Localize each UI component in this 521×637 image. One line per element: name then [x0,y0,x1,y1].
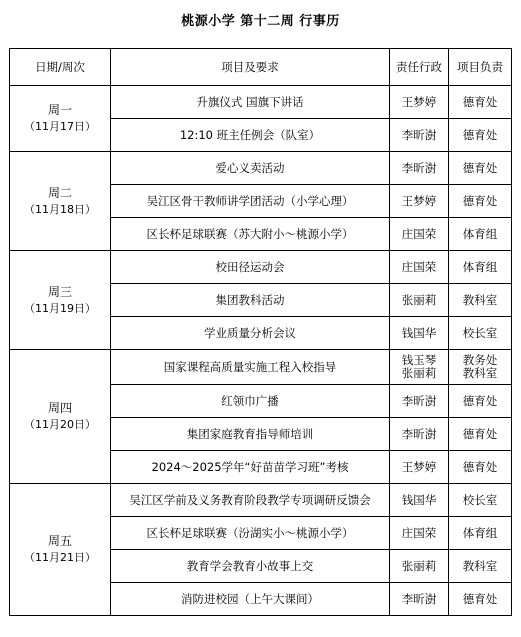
admin-cell [390,119,449,152]
header-date-week: 日期/周次 [10,49,111,86]
table-row [10,251,512,284]
admin-name: 王梦婷 [401,459,437,474]
admin-name: 张丽莉 [401,366,437,380]
table-row [10,350,512,385]
dept-name: 德育处 [462,591,498,606]
item-cell: 升旗仪式 国旗下讲话 [111,86,390,119]
item-cell: 区长杯足球联赛（苏大附小～桃源小学） [111,218,390,251]
admin-cell [390,86,449,119]
admin-cell [390,583,449,616]
dept-name: 德育处 [462,127,498,142]
day-date: （11月20日） [24,418,96,432]
item-cell: 吴江区学前及义务教育阶段教学专项调研反馈会 [111,484,390,517]
admin-cell [390,550,449,583]
dept-name: 德育处 [462,160,498,175]
admin-name: 钱国华 [401,325,437,340]
admin-cell [390,451,449,484]
dept-name: 德育处 [462,193,498,208]
schedule-body [10,86,512,616]
dept-cell [449,284,512,317]
admin-cell [390,185,449,218]
day-name: 周五 [47,534,72,549]
dept-cell [449,317,512,350]
dept-cell [449,385,512,418]
dept-cell [449,550,512,583]
admin-cell [390,284,449,317]
item-cell: 教育学会教育小故事上交 [111,550,390,583]
page-title: 桃源小学 第十二周 行事历 [181,14,340,29]
dept-name: 德育处 [462,94,498,109]
admin-cell [390,152,449,185]
schedule-table [9,48,512,616]
dept-name: 德育处 [462,426,498,441]
admin-cell [390,517,449,550]
admin-name: 李昕澍 [401,127,437,142]
dept-name: 校长室 [462,325,498,340]
item-cell: 12:10 班主任例会（队室） [111,119,390,152]
admin-cell [390,251,449,284]
admin-name: 庄国荣 [401,525,437,540]
admin-name: 李昕澍 [401,393,437,408]
day-cell [10,350,111,484]
day-cell [10,86,111,152]
header-items: 项目及要求 [111,49,390,86]
dept-cell [449,152,512,185]
dept-name: 德育处 [462,459,498,474]
table-row [10,86,512,119]
item-cell: 2024～2025学年“好苗苗学习班”考核 [111,451,390,484]
day-cell [10,251,111,350]
day-date: （11月19日） [24,301,96,315]
dept-cell [449,484,512,517]
item-cell: 集团家庭教育指导师培训 [111,418,390,451]
dept-name: 体育组 [462,259,498,274]
dept-cell [449,350,512,385]
admin-name: 庄国荣 [401,226,437,241]
day-name: 周一 [47,103,72,118]
header-admin: 责任行政 [390,49,449,86]
admin-name: 王梦婷 [401,94,437,109]
day-date: （11月18日） [24,202,96,216]
admin-name: 李昕澍 [401,591,437,606]
item-cell: 集团教科活动 [111,284,390,317]
header-row [10,49,512,86]
dept-cell [449,583,512,616]
admin-cell [390,484,449,517]
item-cell: 校田径运动会 [111,251,390,284]
admin-cell [390,350,449,385]
admin-name: 李昕澍 [401,160,437,175]
dept-name: 教务处 [462,353,498,367]
day-cell [10,152,111,251]
day-name: 周四 [47,401,72,416]
admin-cell [390,385,449,418]
dept-cell [449,86,512,119]
dept-cell [449,517,512,550]
dept-cell [449,251,512,284]
dept-name: 德育处 [462,393,498,408]
day-cell [10,484,111,616]
admin-name: 李昕澍 [401,426,437,441]
item-cell: 消防进校园（上午大课间） [111,583,390,616]
dept-name: 校长室 [462,492,498,507]
admin-name: 钱玉琴 [401,353,437,367]
dept-name: 教科室 [462,366,498,380]
item-cell: 国家课程高质量实施工程入校指导 [111,350,390,385]
dept-name: 教科室 [462,558,498,573]
dept-cell [449,185,512,218]
item-cell: 学业质量分析会议 [111,317,390,350]
admin-name: 钱国华 [401,492,437,507]
item-cell: 红领巾广播 [111,385,390,418]
table-row [10,484,512,517]
item-cell: 吴江区骨干教师讲学团活动（小学心理） [111,185,390,218]
header-dept: 项目负责 [449,49,512,86]
day-name: 周二 [47,185,72,200]
table-row [10,152,512,185]
day-date: （11月21日） [24,551,96,565]
dept-name: 教科室 [462,292,498,307]
admin-name: 张丽莉 [401,292,437,307]
admin-cell [390,218,449,251]
admin-name: 庄国荣 [401,259,437,274]
item-cell: 区长杯足球联赛（汾湖实小～桃源小学） [111,517,390,550]
day-name: 周三 [47,284,72,299]
dept-name: 体育组 [462,226,498,241]
day-date: （11月17日） [24,120,96,134]
dept-cell [449,218,512,251]
admin-cell [390,418,449,451]
dept-cell [449,119,512,152]
dept-name: 体育组 [462,525,498,540]
dept-cell [449,418,512,451]
item-cell: 爱心义卖活动 [111,152,390,185]
dept-cell [449,451,512,484]
admin-cell [390,317,449,350]
admin-name: 张丽莉 [401,558,437,573]
admin-name: 王梦婷 [401,193,437,208]
